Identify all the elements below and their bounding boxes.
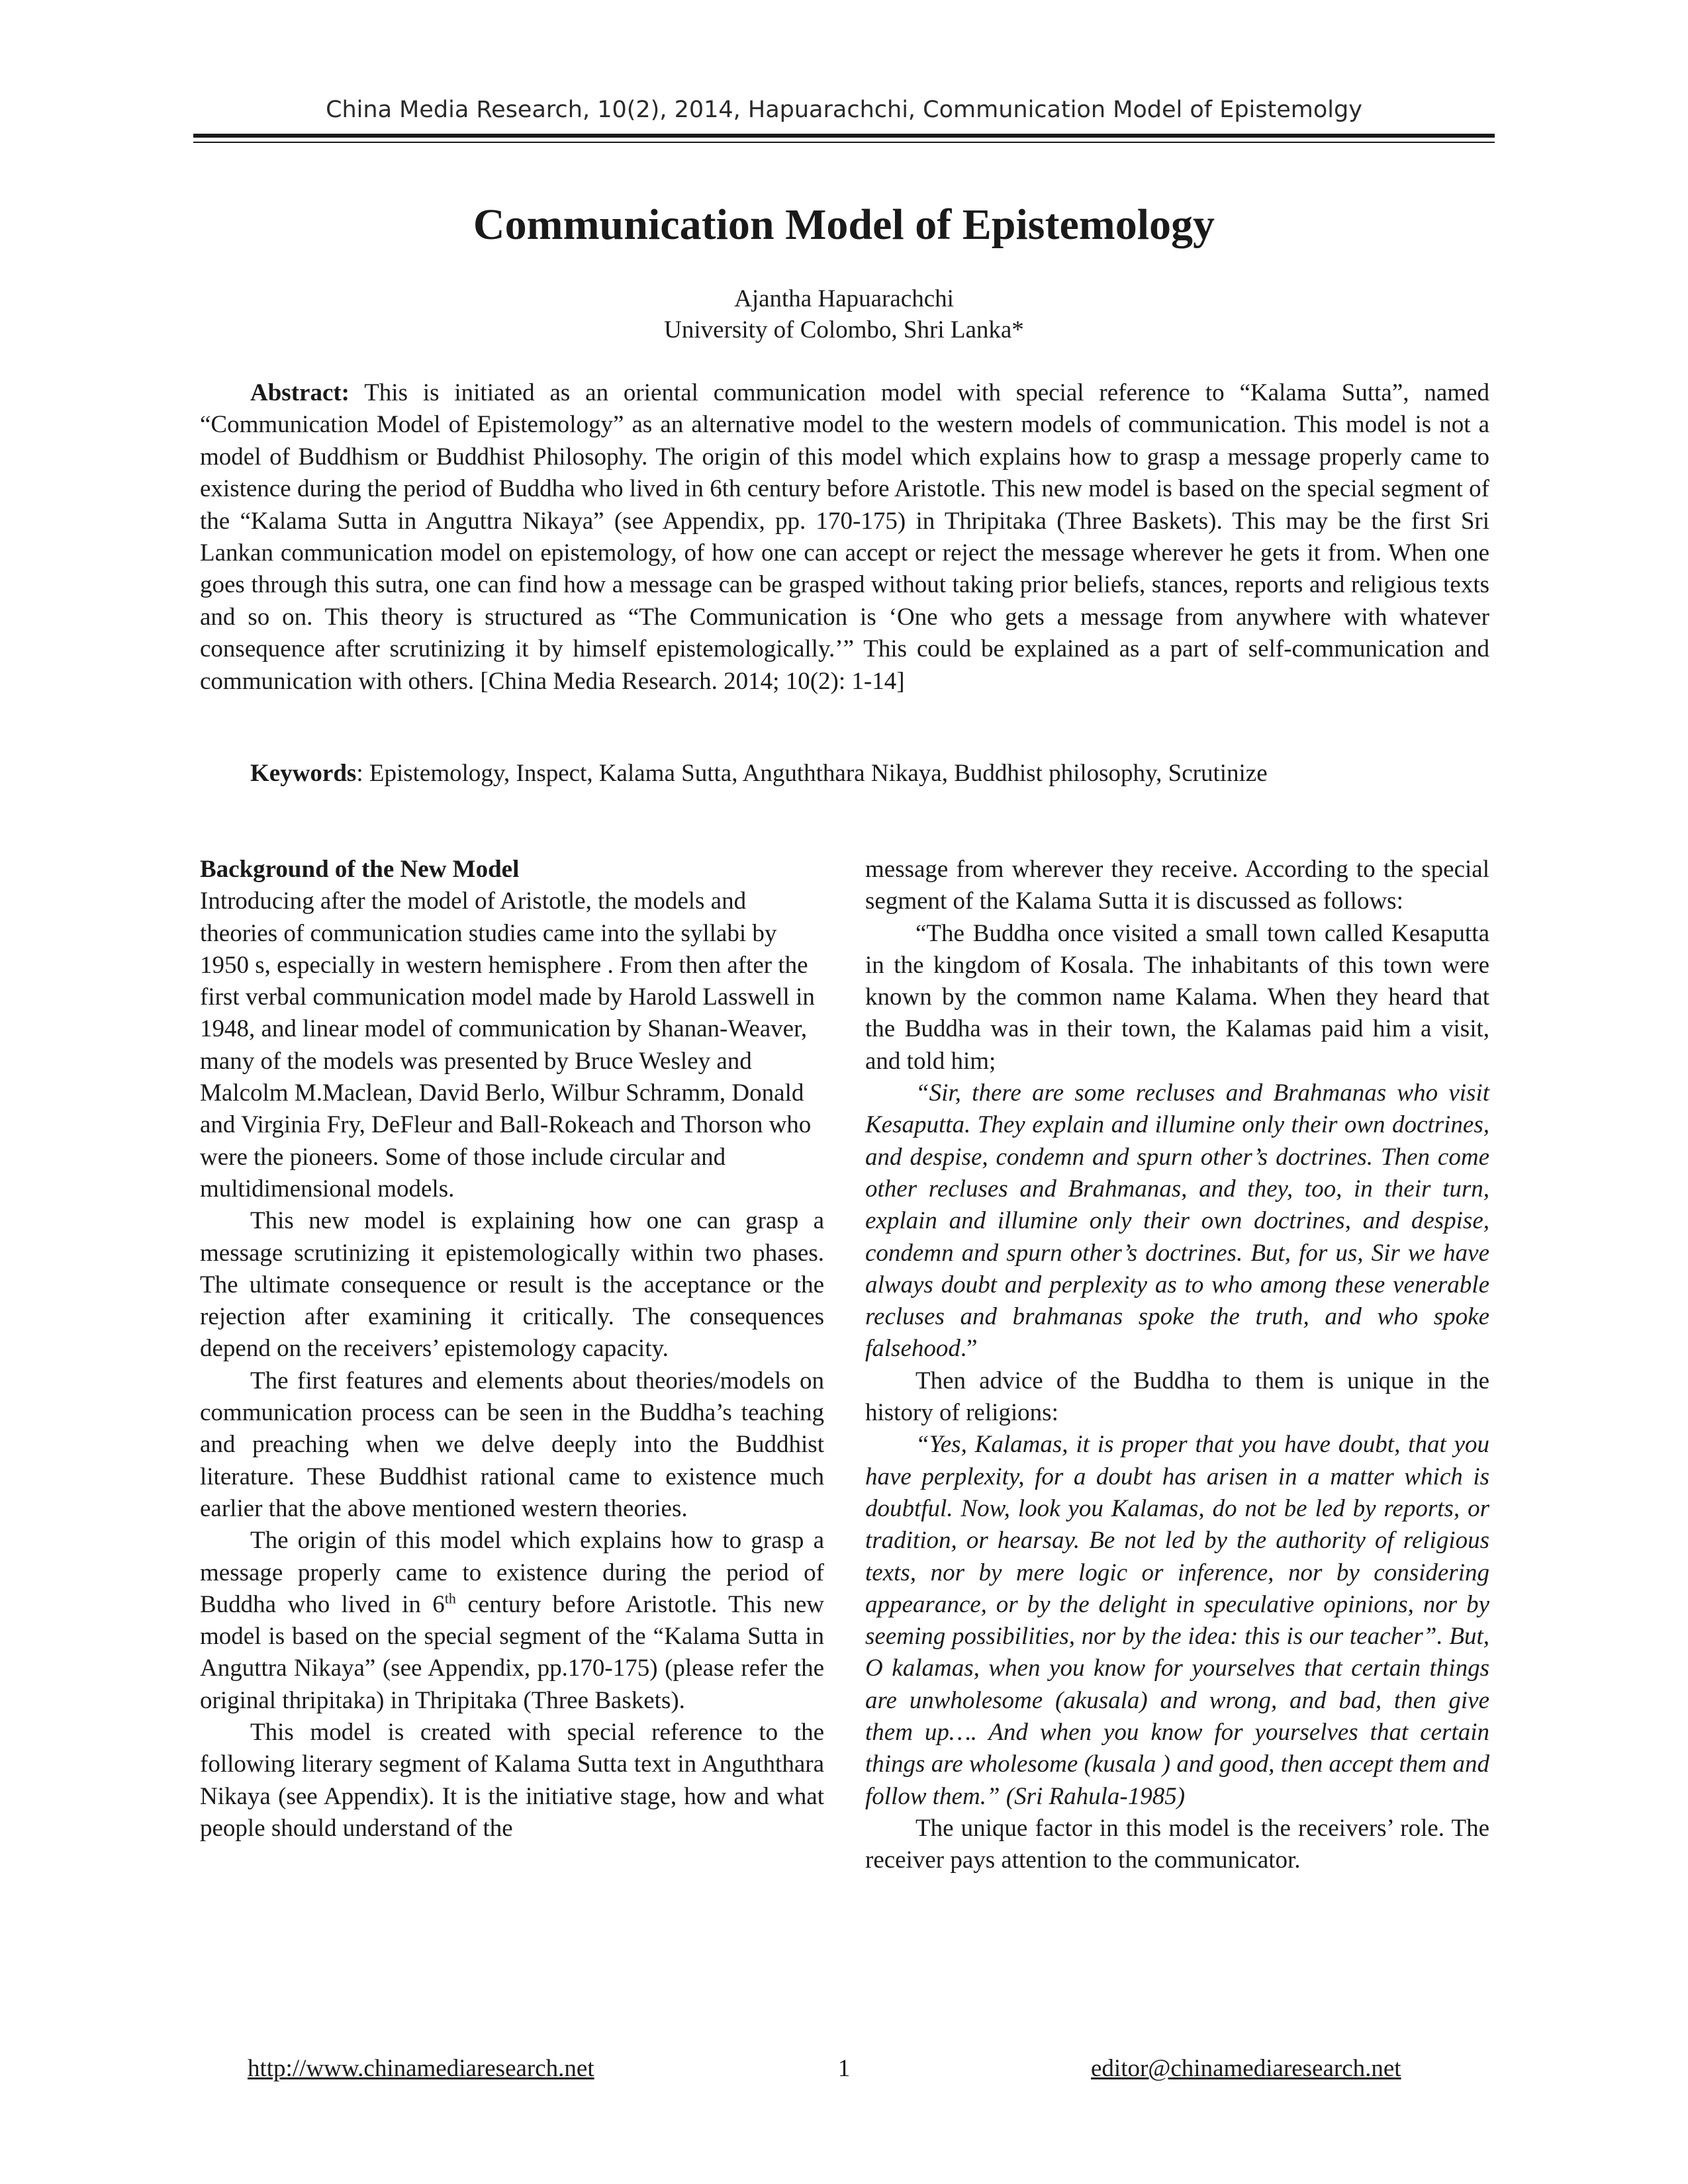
right-paragraph-3: Then advice of the Buddha to them is unique in the history of religions: xyxy=(865,1367,1489,1427)
left-paragraph-3: The first features and elements about theories/models on communication process can be seen in the Buddha’s teaching and preaching when we delve deeply into the Buddhist literature. These Buddhist rational came to existence much earlier that the above mentioned western theories. xyxy=(200,1367,824,1522)
left-paragraph-5: This model is created with special reference to the following literary segment of Kalama Sutta text in Anguththara Nikaya (see Appendix). It is the initiative stage, how and what people should understand of the xyxy=(200,1719,824,1842)
quote-buddha: “Yes, Kalamas, it is proper that you have doubt, that you have perplexity, for a doubt has arisen in a matter which is doubtful. Now, look you Kalamas, do not be led by reports, or tradition, or hearsay. Be not led by the authority of religious texts, nor by mere logic or inference, nor by considering appearance, or by the delight in speculative opinions, nor by seeming possibilities, nor by the idea: this is our teacher”. But, O kalamas, when you know for yourselves that certain things are unwholesome (akusala) and wrong, and bad, then give them up…. And when you know for yourselves that certain things are wholesome (kusala ) and good, then accept them and follow them.” (Sri Rahula-1985) xyxy=(865,1431,1489,1810)
footer-email-link[interactable]: editor@chinamediaresearch.net xyxy=(1091,2055,1401,2082)
abstract-text: This is initiated as an oriental communication model with special reference to “Kalama Sutta”, named “Communication Model of Epistemology” as an alternative model to the western models of communication. This model is not a model of Buddhism or Buddhist Philosophy. The origin of this model which explains how to grasp a message properly came to existence during the period of Buddha who lived in 6th century before Aristotle. This new model is based on the special segment of the “Kalama Sutta in Anguttra Nikaya” (see Appendix, pp. 170-175) in Thripitaka (Three Baskets). This may be the first Sri Lankan communication model on epistemology, of how one can accept or reject the message wherever he gets it from. When one goes through this sutra, one can find how a message can be grasped without taking prior beliefs, stances, reports and religious texts and so on. This theory is structured as “The Communication is ‘One who gets a message from anywhere with whatever consequence after scrutinizing it by himself epistemologically.’” This could be explained as a part of self-communication and communication with others. [China Media Research. 2014; 10(2): 1-14] xyxy=(200,379,1489,695)
quote-kalamas-end: .” xyxy=(960,1335,978,1363)
keywords-label: Keywords xyxy=(250,760,357,787)
right-paragraph-1: message from wherever they receive. According to the special segment of the Kalama Sutta it is discussed as follows: xyxy=(865,856,1489,915)
right-paragraph-2: “The Buddha once visited a small town called Kesaputta in the kingdom of Kosala. The inhabitants of this town were known by the common name Kalama. When they heard that the Buddha was in their town, the Kalamas paid him a visit, and told him; xyxy=(865,919,1489,1075)
author-affiliation: University of Colombo, Shri Lanka* xyxy=(664,316,1024,343)
superscript-th: th xyxy=(444,1590,456,1607)
right-column xyxy=(865,854,1489,1877)
left-paragraph-2: This new model is explaining how one can grasp a message scrutinizing it epistemologically within two phases. The ultimate consequence or result is the acceptance or the rejection after examining it critically. The consequences depend on the receivers’ epistemology capacity. xyxy=(200,1207,824,1363)
footer-website-link[interactable]: http://www.chinamediaresearch.net xyxy=(248,2055,594,2082)
keywords xyxy=(250,758,1489,790)
running-head: China Media Research, 10(2), 2014, Hapuarachchi, Communication Model of Epistemolgy xyxy=(326,97,1362,123)
left-paragraph-4-part-b: century before Aristotle. This new model is based on the special segment of the “Kalama Sutta in Anguttra Nikaya” (see Appendix, pp.170-175) (please refer the original thripitaka) in Thripitaka (Three Baskets). xyxy=(200,1590,824,1714)
article-title: Communication Model of Epistemology xyxy=(473,201,1215,249)
abstract xyxy=(200,377,1489,698)
quote-kalamas xyxy=(865,1077,1489,1365)
page-number: 1 xyxy=(837,2055,851,2082)
author-name: Ajantha Hapuarachchi xyxy=(734,285,954,312)
left-paragraph-4-part-a: The origin of this model which explains how to grasp a message properly came to existence during the period of Buddha who lived in 6 xyxy=(200,1527,824,1618)
left-paragraph-4 xyxy=(200,1525,824,1717)
section-heading: Background of the New Model xyxy=(200,856,520,883)
right-paragraph-4: The unique factor in this model is the receivers’ role. The receiver pays attention to the communicator. xyxy=(865,1814,1489,1874)
abstract-label: Abstract: xyxy=(250,379,350,406)
left-column xyxy=(200,854,824,1844)
left-paragraph-1: Introducing after the model of Aristotle, the models and theories of communication studies came into the syllabi by 1950 s, especially in western hemisphere . From then after the first verbal communication model made by Harold Lasswell in 1948, and linear model of communication by Shanan-Weaver, many of the models was presented by Bruce Wesley and Malcolm M.Maclean, David Berlo, Wilbur Schramm, Donald and Virginia Fry, DeFleur and Ball-Rokeach and Thorson who were the pioneers. Some of those include circular and multidimensional models. xyxy=(200,887,815,1203)
header-rule-thin xyxy=(193,142,1495,143)
header-rule-thick xyxy=(193,134,1495,138)
quote-kalamas-text: “Sir, there are some recluses and Brahmanas who visit Kesaputta. They explain and illumine only their own doctrines, and despise, condemn and spurn other’s doctrines. Then come other recluses and Brahmanas, and they, too, in their turn, explain and illumine only their own doctrines, and despise, condemn and spurn other’s doctrines. But, for us, Sir we have always doubt and perplexity as to who among these venerable recluses and brahmanas spoke the truth, and who spoke falsehood xyxy=(865,1079,1489,1363)
keywords-text: : Epistemology, Inspect, Kalama Sutta, Anguththara Nikaya, Buddhist philosophy, Scrutinize xyxy=(356,760,1268,787)
